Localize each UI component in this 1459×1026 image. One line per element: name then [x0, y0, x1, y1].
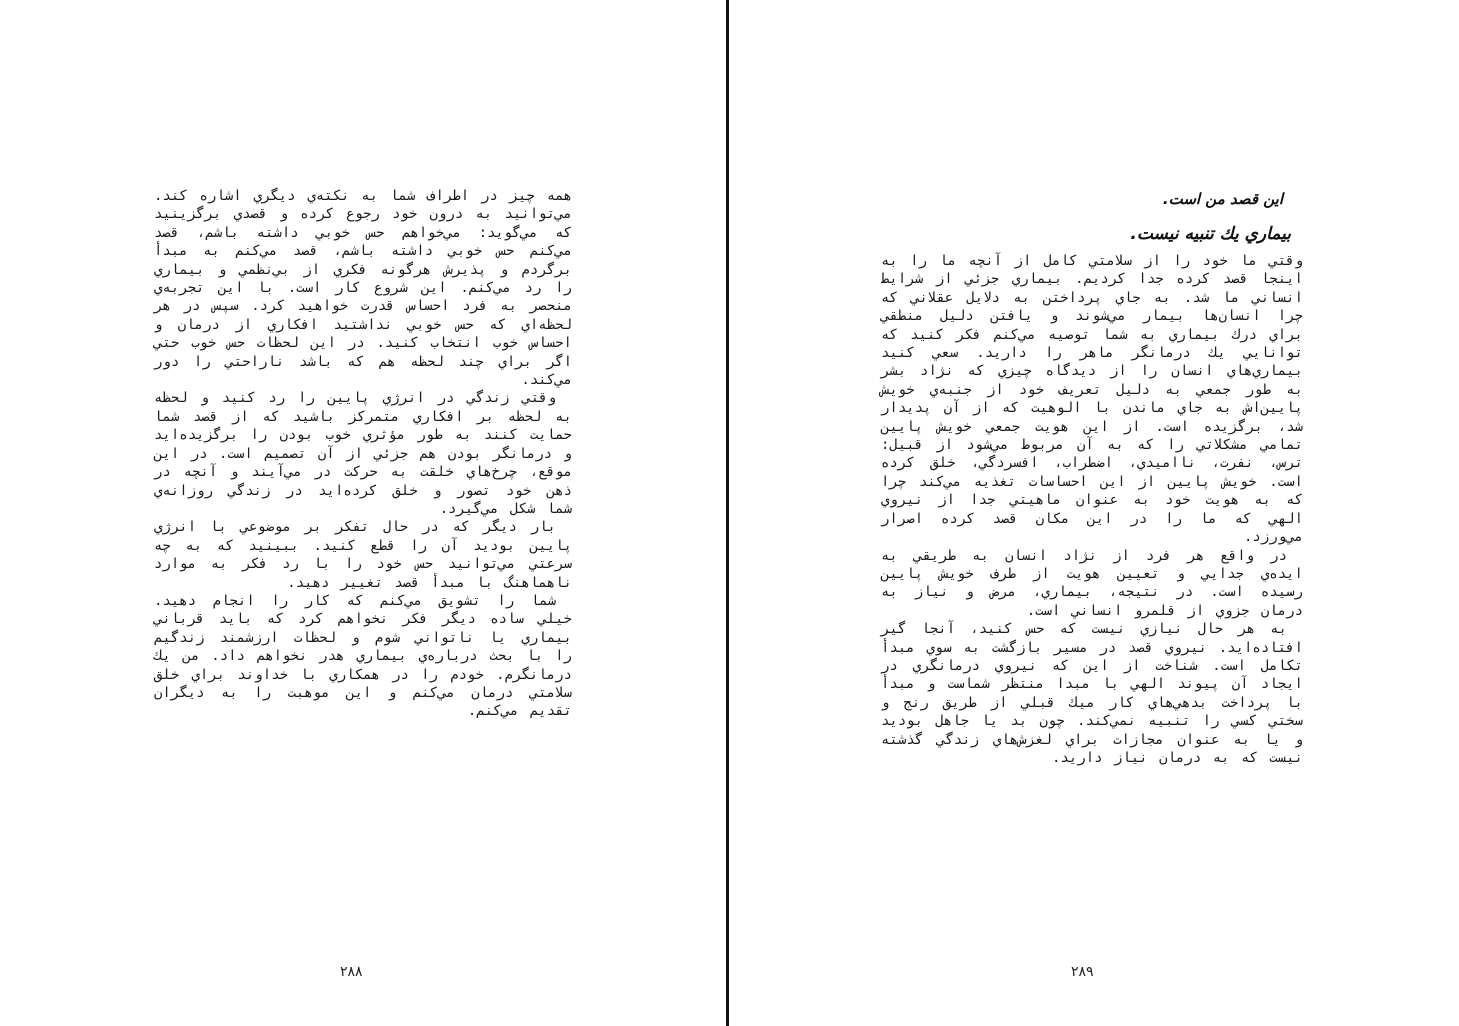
- right-page-body: [881, 252, 1303, 767]
- paragraph: همه چيز در اطراف شما به نكته‌ي ديگري اشاره كند. مي‌توانيد به درون خود رجوع كرده و قصدي برگزينيد كه مي‌گويد: مي‌خواهم حس خوبي داشته باشم، قصد مي‌كنم حس خوبي داشته باشم، قصد مي‌كنم به مبدأ برگردم و پذيرش هرگونه فكري از بي‌نظمي و بيماري را رد مي‌كنم. اين شروع كار است. با اين تجربه‌ي منحصر به فرد احساس قدرت خواهيد كرد. سپس در هر لحظه‌اي كه حس خوبي نداشتيد افكاري از درمان و احساس خوب انتخاب كنيد. در اين لحظات حس خوب حتي اگر براي چند لحظه هم كه باشد ناراحتي را دور مي‌كند.: [154, 188, 572, 389]
- paragraph: بار ديگر كه در حال تفكر بر موضوعي با انرژي پايين بوديد آن را قطع كنيد. ببينيد كه به چه سرعتي مي‌توانيد حس خود را با رد فكر به موارد ناهماهنگ با مبدأ قصد تغيير دهيد.: [154, 519, 572, 591]
- section-title: بيماري يك تنبيه نيست.: [1130, 224, 1291, 244]
- page-number-right: ۲۸۹: [1071, 964, 1094, 980]
- paragraph: در واقع هر فرد از نژاد انسان به طريقي به ايده‌ي جدايي و تعيين هويت از طرف خويش پايين رسيده است. در نتيجه، بيماري، مرض و نياز به درمان جزوي از قلمرو انساني است.: [881, 547, 1303, 619]
- section-heading: اين قصد من است.: [1162, 190, 1283, 208]
- left-page-body: [154, 187, 572, 721]
- left-page: [0, 0, 726, 1026]
- paragraph: وقتي ما خود را از سلامتي كامل از آنچه ما را به اينجا قصد كرده جدا كرديم. بيماري جزئي از شرايط انساني ما شد. به جاي پرداختن به دلايل عقلاني كه چرا انسان‌ها بيمار مي‌شوند و يافتن دليل منطقي براي درك بيماري به شما توصيه مي‌كنم فكر كنيد كه توانايي يك درمانگر ماهر را داريد. سعي كنيد بيماري‌هاي انسان را از ديدگاه چيزي كه نژاد بشر به طور جمعي به دليل تعريف خود از جنبه‌ي خويش پايين‌اش به جاي ماندن با الوهيت كه از آن پديدار شد، برگزيده است. از اين هويت جمعي خويش پايين تمامي مشكلاتي را كه به آن مربوط مي‌شود از قبيل: ترس، نفرت، نااميدي، اضطراب، افسردگي، خلق كرده است. خويش پايين از اين احساسات تغذيه مي‌كند چرا كه به هويت خود به عنوان ماهيتي جدا از نيروي الهي كه ما را در اين مكان قصد كرده اصرار مي‌ورزد.: [881, 253, 1303, 546]
- page-number-left: ۲۸۸: [340, 964, 363, 980]
- paragraph: شما را تشويق مي‌كنم كه كار را انجام دهيد. خيلي ساده ديگر فكر نخواهم كرد كه بايد قرباني بيماري يا ناتواني شوم و لحظات ارزشمند زندگيم را با بحث درباره‌ي بيماري هدر نخواهم داد. من يك درمانگرم. خودم را در همكاري با خداوند براي خلق سلامتي درمان مي‌كنم و اين موهبت را به ديگران تقديم مي‌كنم.: [154, 592, 572, 720]
- paragraph: وقتي زندگي در انرژي پايين را رد كنيد و لحظه به لحظه بر افكاري متمركز باشيد كه از قصد شما حمايت كنند به طور مؤثري خوب بودن را برگزيده‌ايد و درمانگر بودن هم جزئي از آن تصميم است. در اين موقع، چرخ‌هاي خلقت به حركت در مي‌آيند و آنچه در ذهن خود تصور و خلق كرده‌ايد در زندگي روزانه‌ي شما شكل مي‌گيرد.: [154, 390, 572, 517]
- right-page: [729, 0, 1459, 1026]
- paragraph: به هر حال نيازي نيست كه حس كنيد، آنجا گير افتاده‌ايد. نيروي قصد در مسير بازگشت به سوي مبدأ تكامل است. شناخت از اين كه نيروي درمانگري در ايجاد آن پيوند الهي با مبدا منتظر شماست و مبدأ با پرداخت بدهي‌هاي كار ميك قبلي از طريق رنج و سختي كسي را تنبيه نمي‌كند. چون بد يا جاهل بوديد و يا به عنوان مجازات براي لغزش‌هاي زندگي گذشته نيست كه به درمان نياز داريد.: [881, 621, 1303, 766]
